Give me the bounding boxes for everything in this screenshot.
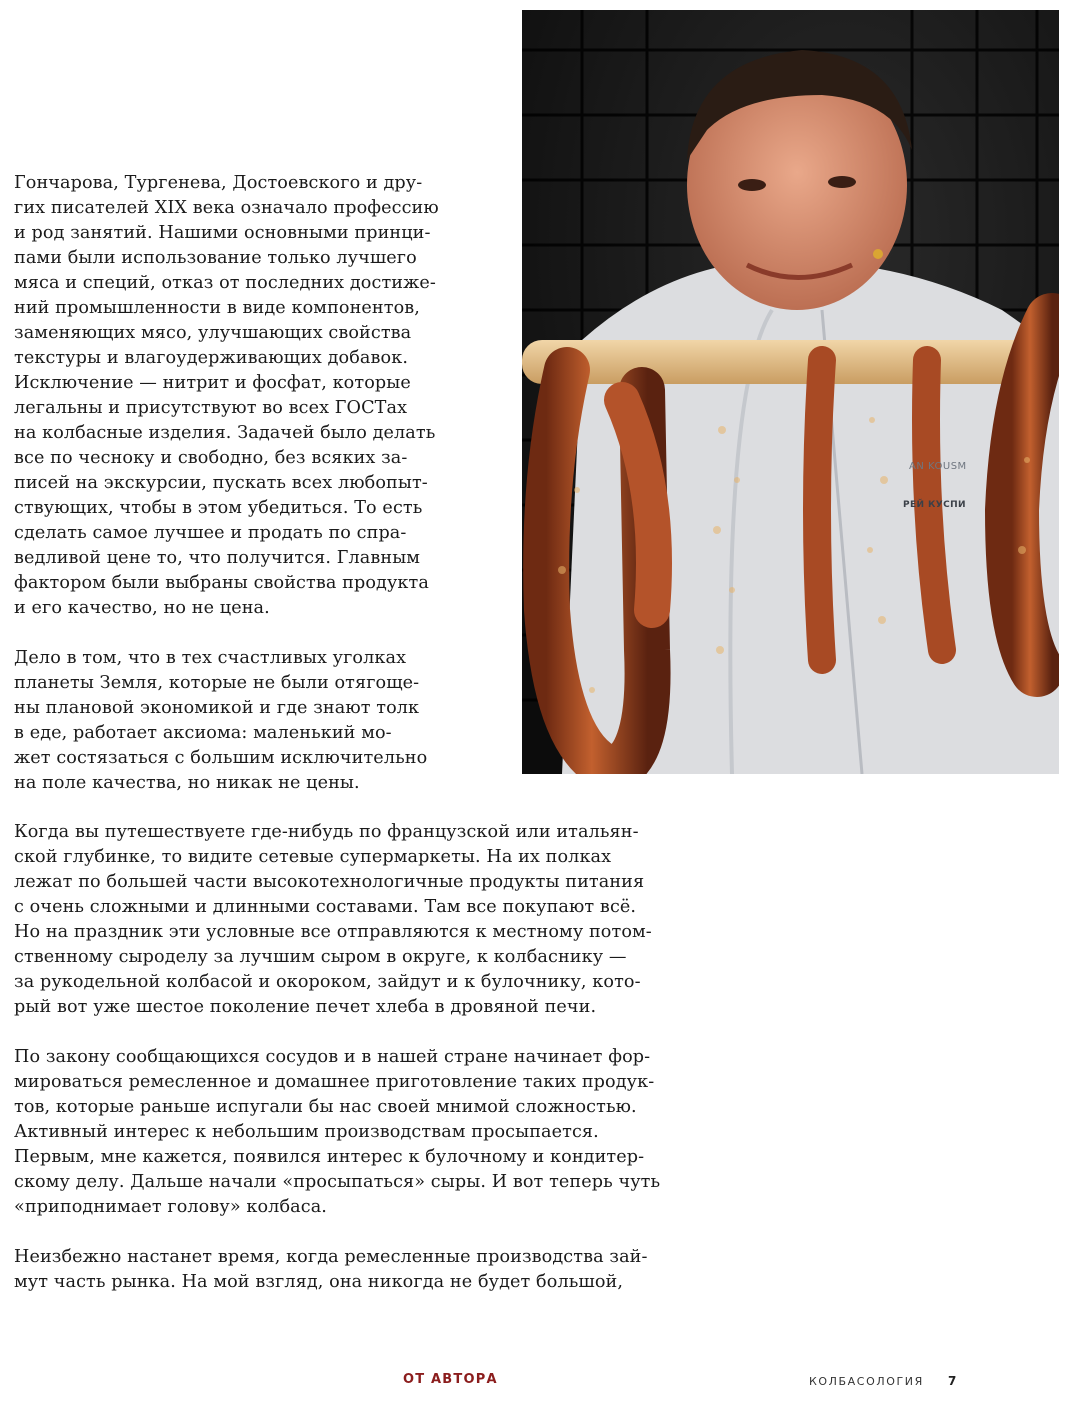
text-line: все по чесноку и свободно, без всяких за- bbox=[14, 448, 408, 468]
text-line: тов, которые раньше испугали бы нас своей мнимой сложностью. bbox=[14, 1097, 637, 1117]
text-line: гих писателей XIX века означало профессию bbox=[14, 198, 439, 218]
text-line: ской глубинке, то видите сетевые супермаркеты. На их полках bbox=[14, 847, 612, 867]
paragraph-2 bbox=[14, 646, 427, 796]
text-line: скому делу. Дальше начали «просыпаться» сыры. И вот теперь чуть bbox=[14, 1172, 661, 1192]
text-line: «приподнимает голову» колбаса. bbox=[14, 1197, 327, 1217]
text-line: легальны и присутствуют во всех ГОСТах bbox=[14, 398, 408, 418]
text-line: лежат по большей части высокотехнологичные продукты питания bbox=[14, 872, 645, 892]
text-line: писей на экскурсии, пускать всех любопыт- bbox=[14, 473, 428, 493]
text-line: пами были использование только лучшего bbox=[14, 248, 417, 268]
text-line: с очень сложными и длинными составами. Там все покупают всё. bbox=[14, 897, 637, 917]
text-line: По закону сообщающихся сосудов и в нашей стране начинает фор- bbox=[14, 1047, 651, 1067]
text-line: мироваться ремесленное и домашнее приготовление таких продук- bbox=[14, 1072, 655, 1092]
text-line: в еде, работает аксиома: маленький мо- bbox=[14, 723, 392, 743]
text-line: мут часть рынка. На мой взгляд, она никогда не будет большой, bbox=[14, 1272, 624, 1292]
text-line: жет состязаться с большим исключительно bbox=[14, 748, 428, 768]
text-line: Гончарова, Тургенева, Достоевского и дру- bbox=[14, 173, 423, 193]
text-line: Неизбежно настанет время, когда ремесленные производства зай- bbox=[14, 1247, 648, 1267]
text-line: ствующих, чтобы в этом убедиться. То есть bbox=[14, 498, 423, 518]
text-line: рый вот уже шестое поколение печет хлеба в дровяной печи. bbox=[14, 997, 597, 1017]
text-line: заменяющих мясо, улучшающих свойства bbox=[14, 323, 412, 343]
author-photo bbox=[522, 10, 1059, 774]
text-line: планеты Земля, которые не были отягоще- bbox=[14, 673, 420, 693]
text-line: Но на праздник эти условные все отправляются к местному потом- bbox=[14, 922, 652, 942]
paragraph-3 bbox=[14, 820, 652, 1020]
text-line: ний промышленности в виде компонентов, bbox=[14, 298, 420, 318]
text-line: Активный интерес к небольшим производствам просыпается. bbox=[14, 1122, 599, 1142]
text-line: и его качество, но не цена. bbox=[14, 598, 270, 618]
paragraph-4 bbox=[14, 1045, 660, 1220]
text-line: ведливой цене то, что получится. Главным bbox=[14, 548, 421, 568]
text-line: ственному сыроделу за лучшим сыром в округе, к колбаснику — bbox=[14, 947, 627, 967]
text-line: Исключение — нитрит и фосфат, которые bbox=[14, 373, 411, 393]
paragraph-1 bbox=[14, 171, 439, 621]
text-line: Когда вы путешествуете где-нибудь по французской или итальян- bbox=[14, 822, 639, 842]
text-line: фактором были выбраны свойства продукта bbox=[14, 573, 429, 593]
jacket-name: РЕЙ КУСПИ bbox=[903, 500, 966, 510]
photo-illustration bbox=[522, 10, 1059, 774]
text-line: на колбасные изделия. Задачей было делать bbox=[14, 423, 436, 443]
text-line: на поле качества, но никак не цены. bbox=[14, 773, 360, 793]
text-line: Первым, мне кажется, появился интерес к булочному и кондитер- bbox=[14, 1147, 645, 1167]
footer-section-title: ОТ АВТОРА bbox=[403, 1372, 498, 1387]
text-line: Дело в том, что в тех счастливых уголках bbox=[14, 648, 407, 668]
text-line: и род занятий. Нашими основными принци- bbox=[14, 223, 431, 243]
footer-book-title: КОЛБАСОЛОГИЯ bbox=[809, 1375, 924, 1388]
text-line: за рукодельной колбасой и окороком, зайдут и к булочнику, кото- bbox=[14, 972, 641, 992]
text-line: сделать самое лучшее и продать по спра- bbox=[14, 523, 407, 543]
text-line: ны плановой экономикой и где знают толк bbox=[14, 698, 420, 718]
text-line: текстуры и влагоудерживающих добавок. bbox=[14, 348, 409, 368]
text-line: мяса и специй, отказ от последних достиже- bbox=[14, 273, 436, 293]
wooden-stick bbox=[522, 340, 1059, 384]
jacket-logo: AN KOUSM bbox=[909, 461, 967, 472]
paragraph-5 bbox=[14, 1245, 648, 1295]
page-number: 7 bbox=[948, 1374, 957, 1388]
